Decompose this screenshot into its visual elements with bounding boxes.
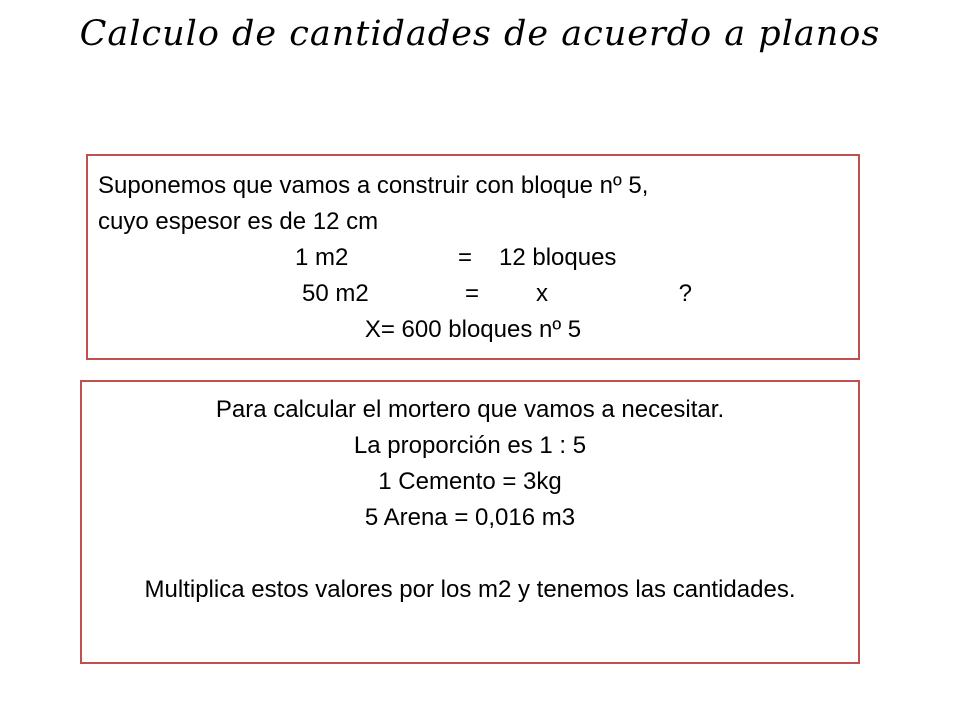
slide-title: Calculo de cantidades de acuerdo a planos: [79, 14, 881, 54]
mortero-calculation-box: [80, 380, 860, 664]
multiply-instruction: Multiplica estos valores por los m2 y tenemos las cantidades.: [144, 576, 796, 603]
proportion-unknown: x: [536, 280, 548, 307]
assumption-line: Suponemos que vamos a construir con bloque nº 5,: [98, 172, 649, 199]
ratio-equation: [98, 240, 848, 276]
bloques-calculation-box: [86, 154, 860, 360]
proportion-line: La proporción es 1 : 5: [353, 432, 587, 459]
ratio-right: 12 bloques: [499, 244, 617, 271]
result-line: X= 600 bloques nº 5: [364, 316, 582, 343]
ratio-sign: =: [457, 244, 472, 271]
proportion-question-mark: ?: [678, 280, 692, 307]
mortero-intro: Para calcular el mortero que vamos a necesitar.: [215, 396, 725, 423]
thickness-line: cuyo espesor es de 12 cm: [98, 208, 379, 235]
spacer: [92, 536, 848, 572]
proportion-left: 50 m2: [302, 280, 369, 307]
ratio-left: 1 m2: [295, 244, 349, 271]
cemento-line: 1 Cemento = 3kg: [378, 468, 562, 495]
arena-line: 5 Arena = 0,016 m3: [364, 504, 576, 531]
proportion-equation: [98, 276, 848, 312]
proportion-sign: =: [464, 280, 479, 307]
